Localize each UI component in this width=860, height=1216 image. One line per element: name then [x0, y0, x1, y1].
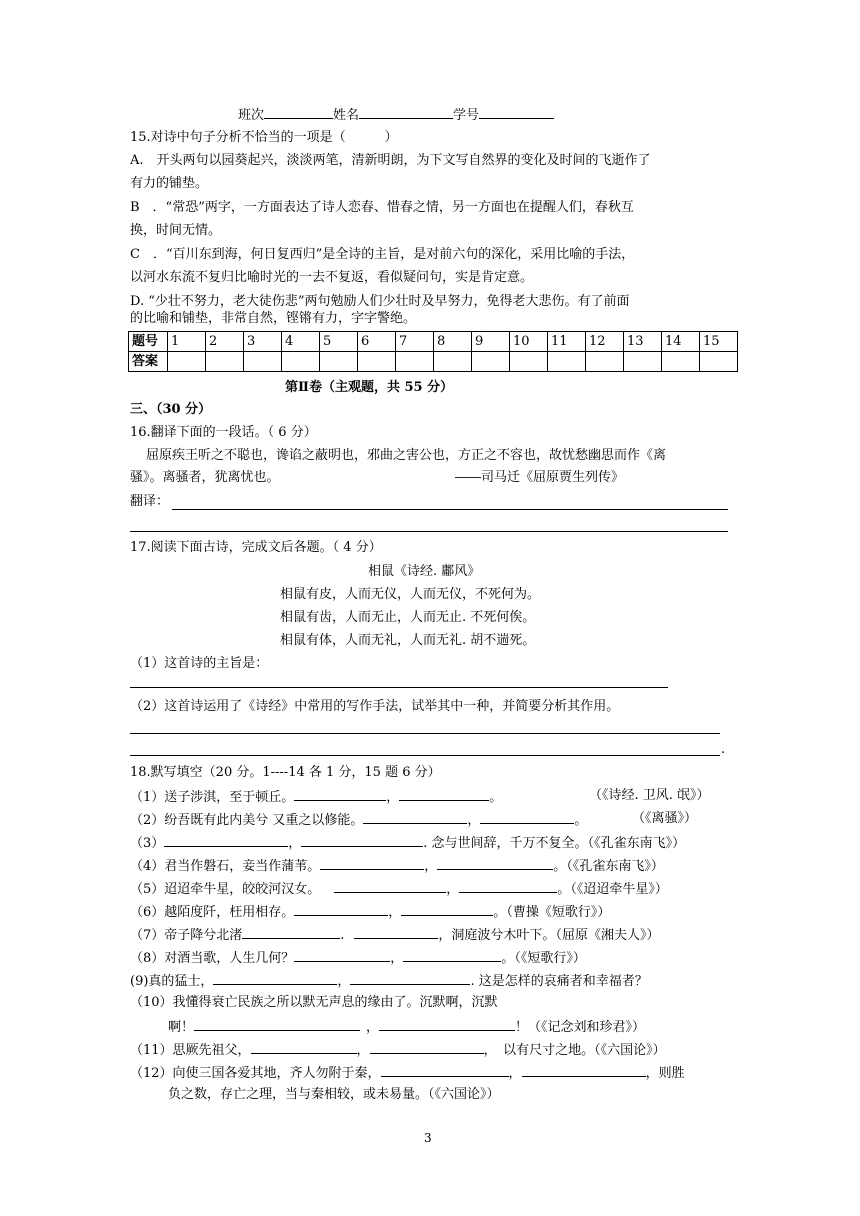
class-label: 班次 [238, 108, 265, 123]
part3-title: 三、（30 分） [130, 402, 212, 417]
fill-blank[interactable] [354, 924, 438, 939]
question-number-cell: 13 [624, 332, 662, 352]
q18-item-12-line2: 负之数，存亡之理，当与秦相较，或未易量。（《六国论》） [168, 1087, 500, 1102]
answer-cell[interactable] [700, 352, 738, 372]
answer-cell[interactable] [244, 352, 282, 372]
answer-cell[interactable] [320, 352, 358, 372]
question-number-cell: 10 [510, 332, 548, 352]
q18-item-8: （8）对酒当歌，人生几何？ ， 。（《短歌行》） [130, 947, 586, 969]
poem-line: 相鼠有皮，人而无仪，人而无仪，不死何为。 [280, 587, 541, 602]
fill-blank[interactable] [213, 970, 337, 985]
answer-cell[interactable] [510, 352, 548, 372]
q17-sub2-answer-line[interactable] [130, 733, 720, 734]
answer-cell[interactable] [472, 352, 510, 372]
fill-blank[interactable] [437, 855, 553, 870]
answer-cell[interactable] [548, 352, 586, 372]
section2-title: 第Ⅱ卷（主观题，共 55 分） [285, 380, 454, 395]
fill-blank[interactable] [251, 1039, 357, 1054]
fill-blank[interactable] [350, 970, 470, 985]
poem-title: 相鼠《诗经. 鄘风》 [368, 564, 481, 579]
q18-item-1-source: （《诗经. 卫风. 氓》） [589, 788, 710, 803]
fill-blank[interactable] [242, 924, 340, 939]
q15-option-a-line1: A. 开头两句以园葵起兴，淡淡两笔，清新明朗，为下文写自然界的变化及时间的飞逝作了 [130, 153, 651, 168]
q18-item-10: （10）我懂得衰亡民族之所以默无声息的缘由了。沉默啊，沉默 [130, 995, 498, 1010]
fill-blank[interactable] [301, 832, 423, 847]
answer-cell[interactable] [168, 352, 206, 372]
question-number-cell: 1 [168, 332, 206, 352]
q15-option-d-line2: 的比喻和铺垫，非常自然，铿锵有力，字字警绝。 [130, 311, 417, 326]
q18-item-2-source: （《离骚》） [632, 811, 698, 826]
answer-cell[interactable] [586, 352, 624, 372]
q16-stem: 16.翻译下面的一段话。（ 6 分） [130, 425, 317, 440]
fill-blank[interactable] [363, 809, 467, 824]
question-number-cell: 3 [244, 332, 282, 352]
q16-passage-line2: 骚》。离骚者，犹离忧也。 [130, 470, 280, 485]
answer-cell[interactable] [662, 352, 700, 372]
name-blank[interactable] [359, 104, 453, 119]
poem-line: 相鼠有齿，人而无止，人而无止. 不死何俟。 [280, 610, 536, 625]
q18-item-7: （7）帝子降兮北渚 . ，洞庭波兮木叶下。（屈原《湘夫人》） [130, 924, 659, 946]
question-number-cell: 9 [472, 332, 510, 352]
page-number: 3 [424, 1131, 432, 1145]
fill-blank[interactable] [294, 901, 388, 916]
answer-row-label: 答案 [129, 352, 168, 372]
q18-item-6: （6）越陌度阡，枉用相存。 ， 。（曹操《短歌行》） [130, 901, 610, 923]
question-number-cell: 12 [586, 332, 624, 352]
question-number-cell: 14 [662, 332, 700, 352]
question-number-cell: 5 [320, 332, 358, 352]
q15-option-a-line2: 有力的铺垫。 [130, 176, 209, 191]
answer-cell[interactable] [358, 352, 396, 372]
q17-sub2: （2）这首诗运用了《诗经》中常用的写作手法，试举其中一种，并简要分析其作用。 [130, 699, 620, 714]
question-number-cell: 7 [396, 332, 434, 352]
q15-stem: 15.对诗中句子分析不恰当的一项是（ ） [130, 130, 398, 145]
q17-sub1-answer-line[interactable] [130, 687, 668, 688]
question-number-cell: 4 [282, 332, 320, 352]
answer-table-number-row [129, 332, 738, 352]
fill-blank[interactable] [401, 901, 493, 916]
fill-blank[interactable] [294, 786, 386, 801]
q17-sub2-answer-line[interactable] [130, 755, 720, 756]
q17-stem: 17.阅读下面古诗，完成文后各题。（ 4 分） [130, 540, 382, 555]
question-number-cell: 11 [548, 332, 586, 352]
q15-option-b-line2: 换，时间无情。 [130, 223, 222, 238]
number-row-label: 题号 [129, 332, 168, 352]
q18-item-4: （4）君当作磐石，妾当作蒲苇。 ， 。（《孔雀东南飞》） [130, 855, 664, 877]
fill-blank[interactable] [459, 878, 557, 893]
q18-item-2: （2）纷吾既有此内美兮 又重之以修能。 ， 。 [130, 809, 587, 831]
q18-item-11: （11）思厥先祖父， ， ， 以有尺寸之地。（《六国论》） [130, 1039, 666, 1061]
fill-blank[interactable] [522, 1062, 646, 1077]
q16-answer-line[interactable] [130, 531, 728, 532]
q15-option-c-line1: C ．“百川东到海，何日复西归”是全诗的主旨，是对前六句的深化，采用比喻的手法， [130, 247, 635, 262]
class-blank[interactable] [264, 104, 333, 119]
q16-translate-label: 翻译： [130, 494, 170, 509]
q17-sub1: （1）这首诗的主旨是： [130, 656, 269, 671]
q16-answer-line[interactable] [172, 509, 728, 510]
answer-cell[interactable] [206, 352, 244, 372]
question-number-cell: 6 [358, 332, 396, 352]
answer-cell[interactable] [434, 352, 472, 372]
id-label: 学号 [453, 108, 480, 123]
answer-table [128, 331, 738, 372]
q18-item-10-line2: 啊！ ， ！（《记念刘和珍君》） [168, 1016, 645, 1038]
student-info-line [238, 104, 554, 126]
q15-option-b-line1: B ．“常恐”两字，一方面表达了诗人恋春、惜春之情，另一方面也在提醒人们，春秋互 [130, 200, 634, 215]
id-blank[interactable] [479, 104, 554, 119]
q18-item-12: （12）向使三国各爱其地，齐人勿附于秦， ， ，则胜 [130, 1062, 685, 1084]
question-number-cell: 2 [206, 332, 244, 352]
q18-stem: 18.默写填空（20 分。1----14 各 1 分，15 题 6 分） [130, 765, 441, 780]
fill-blank[interactable] [370, 1039, 484, 1054]
question-number-cell: 15 [700, 332, 738, 352]
name-label: 姓名 [333, 108, 360, 123]
answer-cell[interactable] [282, 352, 320, 372]
answer-table-answer-row [129, 352, 738, 372]
q18-item-3: （3） ， . 念与世间辞，千万不复全。（《孔雀东南飞》） [130, 832, 685, 854]
fill-blank[interactable] [379, 1016, 515, 1031]
fill-blank[interactable] [320, 855, 424, 870]
answer-cell[interactable] [624, 352, 662, 372]
fill-blank[interactable] [294, 947, 390, 962]
q16-passage-line1: 屈原疾王听之不聪也，谗谄之蔽明也，邪曲之害公也，方正之不容也，故忧愁幽思而作《离 [146, 448, 667, 463]
q18-item-9: (9)真的猛士， ， . 这是怎样的哀痛者和幸福者？ [130, 970, 648, 992]
poem-line: 相鼠有体，人而无礼，人而无礼. 胡不遄死。 [280, 633, 536, 648]
fill-blank[interactable] [399, 786, 489, 801]
q16-source: ――司马迁《屈原贾生列传》 [455, 470, 625, 485]
fill-blank[interactable] [194, 1016, 360, 1031]
answer-cell[interactable] [396, 352, 434, 372]
fill-blank[interactable] [381, 1062, 509, 1077]
question-number-cell: 8 [434, 332, 472, 352]
fill-blank[interactable] [334, 878, 446, 893]
fill-blank[interactable] [164, 832, 288, 847]
q15-option-d-line1: D. “少壮不努力，老大徒伤悲”两句勉励人们少壮时及早努力，免得老大悲伤。有了前面 [130, 294, 630, 309]
q18-item-5: （5）迢迢牵牛星，皎皎河汉女。 ， 。（《迢迢牵牛星》） [130, 878, 668, 900]
q17-end-period: . [721, 742, 726, 757]
q15-option-c-line2: 以河水东流不复归比喻时光的一去不复返，看似疑问句，实是肯定意。 [130, 270, 534, 285]
q18-item-1: （1）送子涉淇，至于顿丘。 ， 。 [130, 786, 502, 808]
fill-blank[interactable] [403, 947, 501, 962]
fill-blank[interactable] [480, 809, 574, 824]
